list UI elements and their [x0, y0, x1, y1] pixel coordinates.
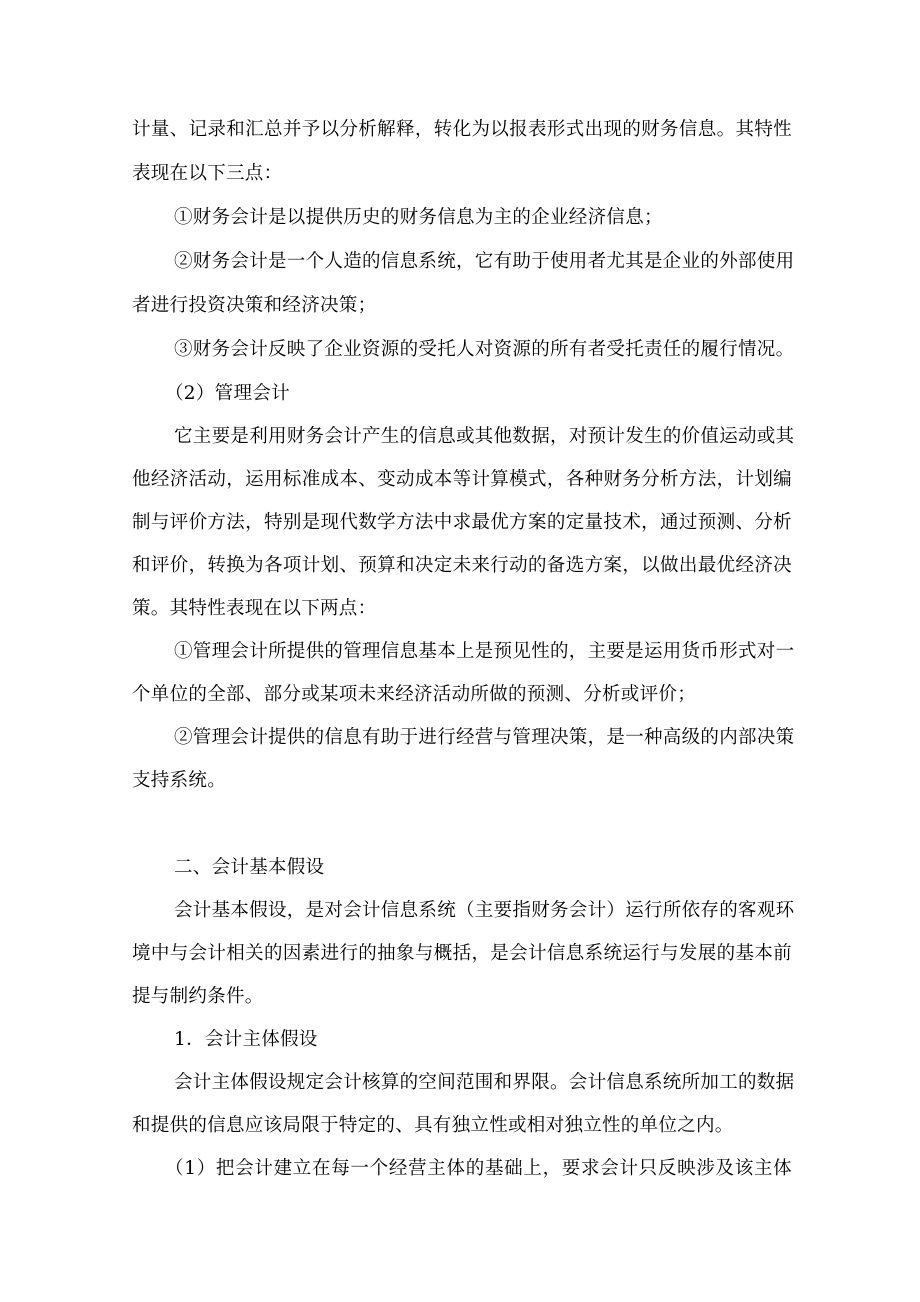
paragraph-line: 策。其特性表现在以下两点： — [132, 598, 377, 619]
paragraph-line: 提与制约条件。 — [132, 986, 264, 1007]
list-item-line: 个单位的全部、部分或某项未来经济活动所做的预测、分析或评价； — [132, 684, 697, 705]
paragraph-line: 会计基本假设，是对会计信息系统（主要指财务会计）运行所依存的客观环 — [174, 900, 795, 921]
list-item-line: 者进行投资决策和经济决策； — [132, 295, 377, 316]
paragraph-line: 表现在以下三点： — [132, 163, 283, 184]
list-item-line: 支持系统。 — [132, 770, 227, 791]
section-heading: 二、会计基本假设 — [174, 857, 325, 878]
paragraph-line: 和评价，转换为各项计划、预算和决定未来行动的备选方案，以做出最优经济决 — [132, 555, 792, 576]
paragraph-line: 它主要是利用财务会计产生的信息或其他数据，对预计发生的价值运动或其 — [174, 426, 795, 447]
list-item-line: ①财务会计是以提供历史的财务信息为主的企业经济信息； — [174, 207, 663, 228]
list-item-line: ③财务会计反映了企业资源的受托人对资源的所有者受托责任的履行情况。 — [174, 339, 795, 360]
paragraph-line: 制与评价方法，特别是现代数学方法中求最优方案的定量技术，通过预测、分析 — [132, 512, 792, 533]
section-heading: （2）管理会计 — [165, 383, 290, 404]
paragraph-line: 计量、记录和汇总并予以分析解释，转化为以报表形式出现的财务信息。其特性 — [132, 119, 792, 140]
paragraph-line: 和提供的信息应该局限于特定的、具有独立性或相对独立性的单位之内。 — [132, 1115, 734, 1136]
section-heading: 1．会计主体假设 — [174, 1029, 318, 1050]
paragraph-line: 境中与会计相关的因素进行的抽象与概括，是会计信息系统运行与发展的基本前 — [132, 943, 792, 964]
list-item-line: ①管理会计所提供的管理信息基本上是预见性的，主要是运用货币形式对一 — [174, 641, 795, 662]
paragraph-line: 会计主体假设规定会计核算的空间范围和界限。会计信息系统所加工的数据 — [174, 1072, 795, 1093]
paragraph-line: 他经济活动，运用标准成本、变动成本等计算模式，各种财务分析方法，计划编 — [132, 469, 792, 490]
list-item-line: ②管理会计提供的信息有助于进行经营与管理决策，是一种高级的内部决策 — [174, 727, 795, 748]
list-item-line: （1）把会计建立在每一个经营主体的基础上，要求会计只反映涉及该主体 — [165, 1158, 792, 1179]
list-item-line: ②财务会计是一个人造的信息系统，它有助于使用者尤其是企业的外部使用 — [174, 251, 795, 272]
